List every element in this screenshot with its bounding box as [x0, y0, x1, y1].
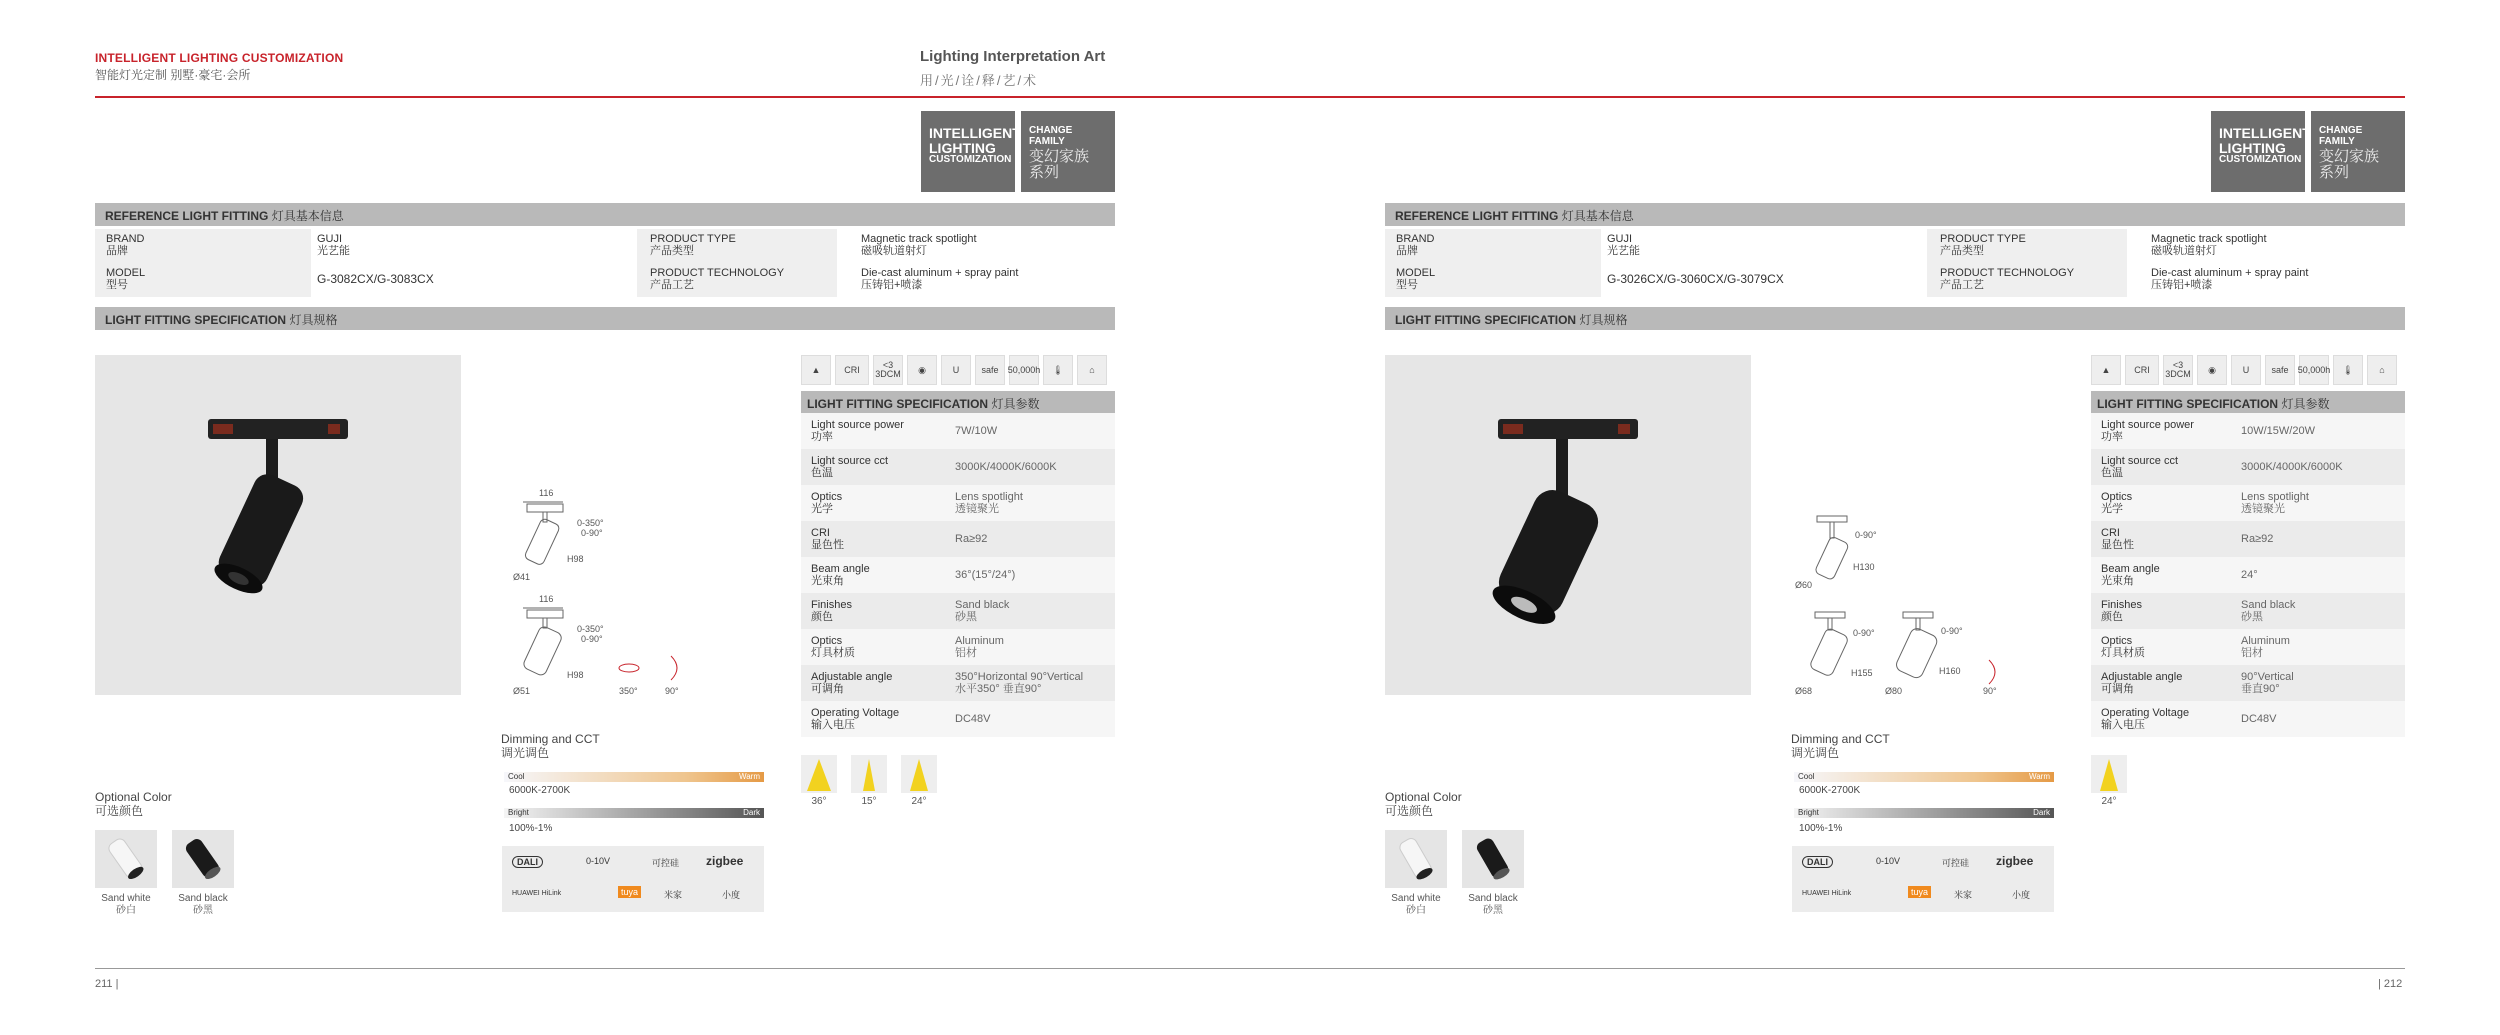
reference-table: [95, 229, 1115, 297]
lifespan-icon: 50,000h: [2299, 355, 2329, 385]
brand-subline: 智能灯光定制 别墅·豪宅·会所: [95, 68, 251, 82]
spec-row-angle: Adjustable angle 可调角 90°Vertical 垂直90°: [2091, 665, 2405, 701]
thermometer-icon: 🌡: [1043, 355, 1073, 385]
spec-row-cct: Light source cct 色温 3000K/4000K/6000K: [2091, 449, 2405, 485]
beam-icon: 15°: [851, 755, 887, 807]
reference-bar: REFERENCE LIGHT FITTING 灯具基本信息: [95, 203, 1115, 226]
spec-row-material: Optics 灯具材质 Aluminum 铝材: [801, 629, 1115, 665]
ptech-label: PRODUCT TECHNOLOGY 产品工艺: [650, 267, 785, 291]
spec-table-title: LIGHT FITTING SPECIFICATION 灯具参数: [801, 391, 1115, 413]
spec-row-power: Light source power 功率 10W/15W/20W: [2091, 413, 2405, 449]
page-number-right: | 212: [2378, 978, 2403, 990]
brand-value: GUJI 光艺能: [1607, 233, 1640, 257]
dimming-title: Dimming and CCT 调光调色: [501, 732, 600, 760]
feature-icons: [801, 355, 1107, 385]
protocol-scr: 可控硅: [652, 858, 680, 868]
model-value: G-3026CX/G-3060CX/G-3079CX: [1607, 272, 1784, 286]
swatch-sand-white[interactable]: [95, 830, 157, 888]
spec-row-optics: Optics 光学 Lens spotlight 透镜聚光: [801, 485, 1115, 521]
spec-row-voltage: Operating Voltage 输入电压 DC48V: [2091, 701, 2405, 737]
model-value: G-3082CX/G-3083CX: [317, 272, 434, 286]
spec-table-title: LIGHT FITTING SPECIFICATION 灯具参数: [2091, 391, 2405, 413]
spec-row-cri: CRI 显色性 Ra≥92: [801, 521, 1115, 557]
model-label: MODEL 型号: [1396, 267, 1436, 291]
swatch-sand-black[interactable]: [1462, 830, 1524, 888]
dimension-drawings: 116 0-350° 0-90° H98 Ø41 116 0-350° 0-90° H98 Ø51 350° 90°: [513, 488, 679, 696]
optional-color-title: Optional Color 可选颜色: [95, 790, 172, 818]
ptype-value: Magnetic track spotlight 磁吸轨道射灯: [861, 233, 977, 257]
brand-label: BRAND 品牌: [106, 233, 145, 257]
cct-range: 6000K-2700K: [1799, 785, 1861, 796]
protocol-scr: 可控硅: [1942, 858, 1970, 868]
spec-row-power: Light source power 功率 7W/10W: [801, 413, 1115, 449]
badge-intelligent[interactable]: INTELLIGENT LIGHTING CUSTOMIZATION: [921, 111, 1015, 192]
spec-row-material: Optics 灯具材质 Aluminum 铝材: [2091, 629, 2405, 665]
brand-line: INTELLIGENT LIGHTING CUSTOMIZATION: [95, 51, 344, 65]
protocol-mijia: 米家: [664, 890, 683, 900]
badge-change-family[interactable]: CHANGE FAMILY 变幻家族 系列: [2311, 111, 2405, 192]
protocol-huawei: HUAWEI HiLink: [512, 890, 562, 897]
right-page: [1385, 0, 2405, 1035]
brightness-slider: Bright Dark: [504, 808, 764, 818]
spec-row-beam: Beam angle 光束角 24°: [2091, 557, 2405, 593]
spec-row-cri: CRI 显色性 Ra≥92: [2091, 521, 2405, 557]
spec-row-beam: Beam angle 光束角 36°(15°/24°): [801, 557, 1115, 593]
home-icon: ⌂: [1077, 355, 1107, 385]
ptech-value: Die-cast aluminum + spray paint 压铸铝+喷漆: [2151, 267, 2309, 291]
safe-icon: safe: [2265, 355, 2295, 385]
protocol-panel: [1792, 846, 2054, 912]
cct-range: 6000K-2700K: [509, 785, 571, 796]
ptech-value: Die-cast aluminum + spray paint 压铸铝+喷漆: [861, 267, 1019, 291]
swatch-label: Sand white 砂白: [101, 893, 151, 916]
spec-bar: LIGHT FITTING SPECIFICATION 灯具规格: [95, 307, 1115, 330]
swatch-sand-black[interactable]: [172, 830, 234, 888]
brightness-slider: Bright Dark: [1794, 808, 2054, 818]
protocol-zigbee: zigbee: [1996, 854, 2034, 868]
home-icon: ⌂: [2367, 355, 2397, 385]
protocol-tuya: tuya: [1908, 886, 1931, 898]
protocol-panel: [502, 846, 764, 912]
protocol-dali: DALI: [512, 856, 543, 868]
protocol-010v: 0-10V: [586, 856, 611, 866]
cri-icon: CRI: [835, 355, 869, 385]
art-title-zh: 用/光/诠/释/艺/术: [920, 73, 1039, 88]
spotlight-icon: ▲: [801, 355, 831, 385]
spec-bar: LIGHT FITTING SPECIFICATION 灯具规格: [1385, 307, 2405, 330]
brand-label: BRAND 品牌: [1396, 233, 1435, 257]
glare-icon: <3 3DCM: [2163, 355, 2193, 385]
dimension-drawings: 0-90° H130 Ø60 0-90° H155 Ø68 0-90° H160 Ø80 90°: [1793, 500, 2013, 700]
protocol-zigbee: zigbee: [706, 854, 744, 868]
protocol-mijia: 米家: [1954, 890, 1973, 900]
protocol-huawei: HUAWEI HiLink: [1802, 890, 1852, 897]
safe-icon: safe: [975, 355, 1005, 385]
footer-rule: [95, 968, 2405, 969]
lifespan-icon: 50,000h: [1009, 355, 1039, 385]
protocol-010v: 0-10V: [1876, 856, 1901, 866]
spec-row-optics: Optics 光学 Lens spotlight 透镜聚光: [2091, 485, 2405, 521]
spec-row-angle: Adjustable angle 可调角 350°Horizontal 90°Vertical 水平350° 垂直90°: [801, 665, 1115, 701]
spec-row-finish: Finishes 颜色 Sand black 砂黑: [2091, 593, 2405, 629]
feature-icons: [2091, 355, 2397, 385]
art-title: Lighting Interpretation Art: [920, 48, 1106, 65]
thermometer-icon: 🌡: [2333, 355, 2363, 385]
page-number-left: 211 |: [95, 978, 119, 990]
reference-table: [1385, 229, 2405, 297]
spec-table: [801, 391, 1115, 737]
dimming-title: Dimming and CCT 调光调色: [1791, 732, 1890, 760]
eye-icon: ◉: [2197, 355, 2227, 385]
swatch-sand-white[interactable]: [1385, 830, 1447, 888]
left-page: [95, 0, 1115, 1035]
category-badges: [921, 111, 1115, 192]
brightness-range: 100%-1%: [509, 823, 553, 834]
product-photo: [1385, 355, 1751, 695]
cri-icon: CRI: [2125, 355, 2159, 385]
swatch-label: Sand black 砂黑: [1468, 893, 1518, 916]
category-badges: [2211, 111, 2405, 192]
brand-value: GUJI 光艺能: [317, 233, 350, 257]
ptype-value: Magnetic track spotlight 磁吸轨道射灯: [2151, 233, 2267, 257]
beam-angle-icons: [801, 755, 937, 807]
ptype-label: PRODUCT TYPE 产品类型: [1940, 233, 2026, 257]
eye-icon: ◉: [907, 355, 937, 385]
protocol-xiaodu: 小度: [722, 890, 741, 900]
ptype-label: PRODUCT TYPE 产品类型: [650, 233, 736, 257]
badge-intelligent[interactable]: INTELLIGENT LIGHTING CUSTOMIZATION: [2211, 111, 2305, 192]
reference-bar: REFERENCE LIGHT FITTING 灯具基本信息: [1385, 203, 2405, 226]
spotlight-icon: ▲: [2091, 355, 2121, 385]
model-label: MODEL 型号: [106, 267, 146, 291]
protocol-tuya: tuya: [618, 886, 641, 898]
beam-icon: 24°: [2091, 755, 2127, 807]
swatch-label: Sand white 砂白: [1391, 893, 1441, 916]
badge-change-family[interactable]: CHANGE FAMILY 变幻家族 系列: [1021, 111, 1115, 192]
protocol-xiaodu: 小度: [2012, 890, 2031, 900]
spec-row-cct: Light source cct 色温 3000K/4000K/6000K: [801, 449, 1115, 485]
cct-slider: Cool Warm: [1794, 772, 2054, 782]
glare-icon: <3 3DCM: [873, 355, 903, 385]
magnet-icon: U: [2231, 355, 2261, 385]
swatch-label: Sand black 砂黑: [178, 893, 228, 916]
optional-color-title: Optional Color 可选颜色: [1385, 790, 1462, 818]
spec-table: [2091, 391, 2405, 737]
spec-row-finish: Finishes 颜色 Sand black 砂黑: [801, 593, 1115, 629]
spec-row-voltage: Operating Voltage 输入电压 DC48V: [801, 701, 1115, 737]
beam-icon: 24°: [901, 755, 937, 807]
brightness-range: 100%-1%: [1799, 823, 1843, 834]
ptech-label: PRODUCT TECHNOLOGY 产品工艺: [1940, 267, 2075, 291]
cct-slider: Cool Warm: [504, 772, 764, 782]
magnet-icon: U: [941, 355, 971, 385]
product-photo: [95, 355, 461, 695]
beam-icon: 36°: [801, 755, 837, 807]
beam-angle-icons: [2091, 755, 2127, 807]
protocol-dali: DALI: [1802, 856, 1833, 868]
